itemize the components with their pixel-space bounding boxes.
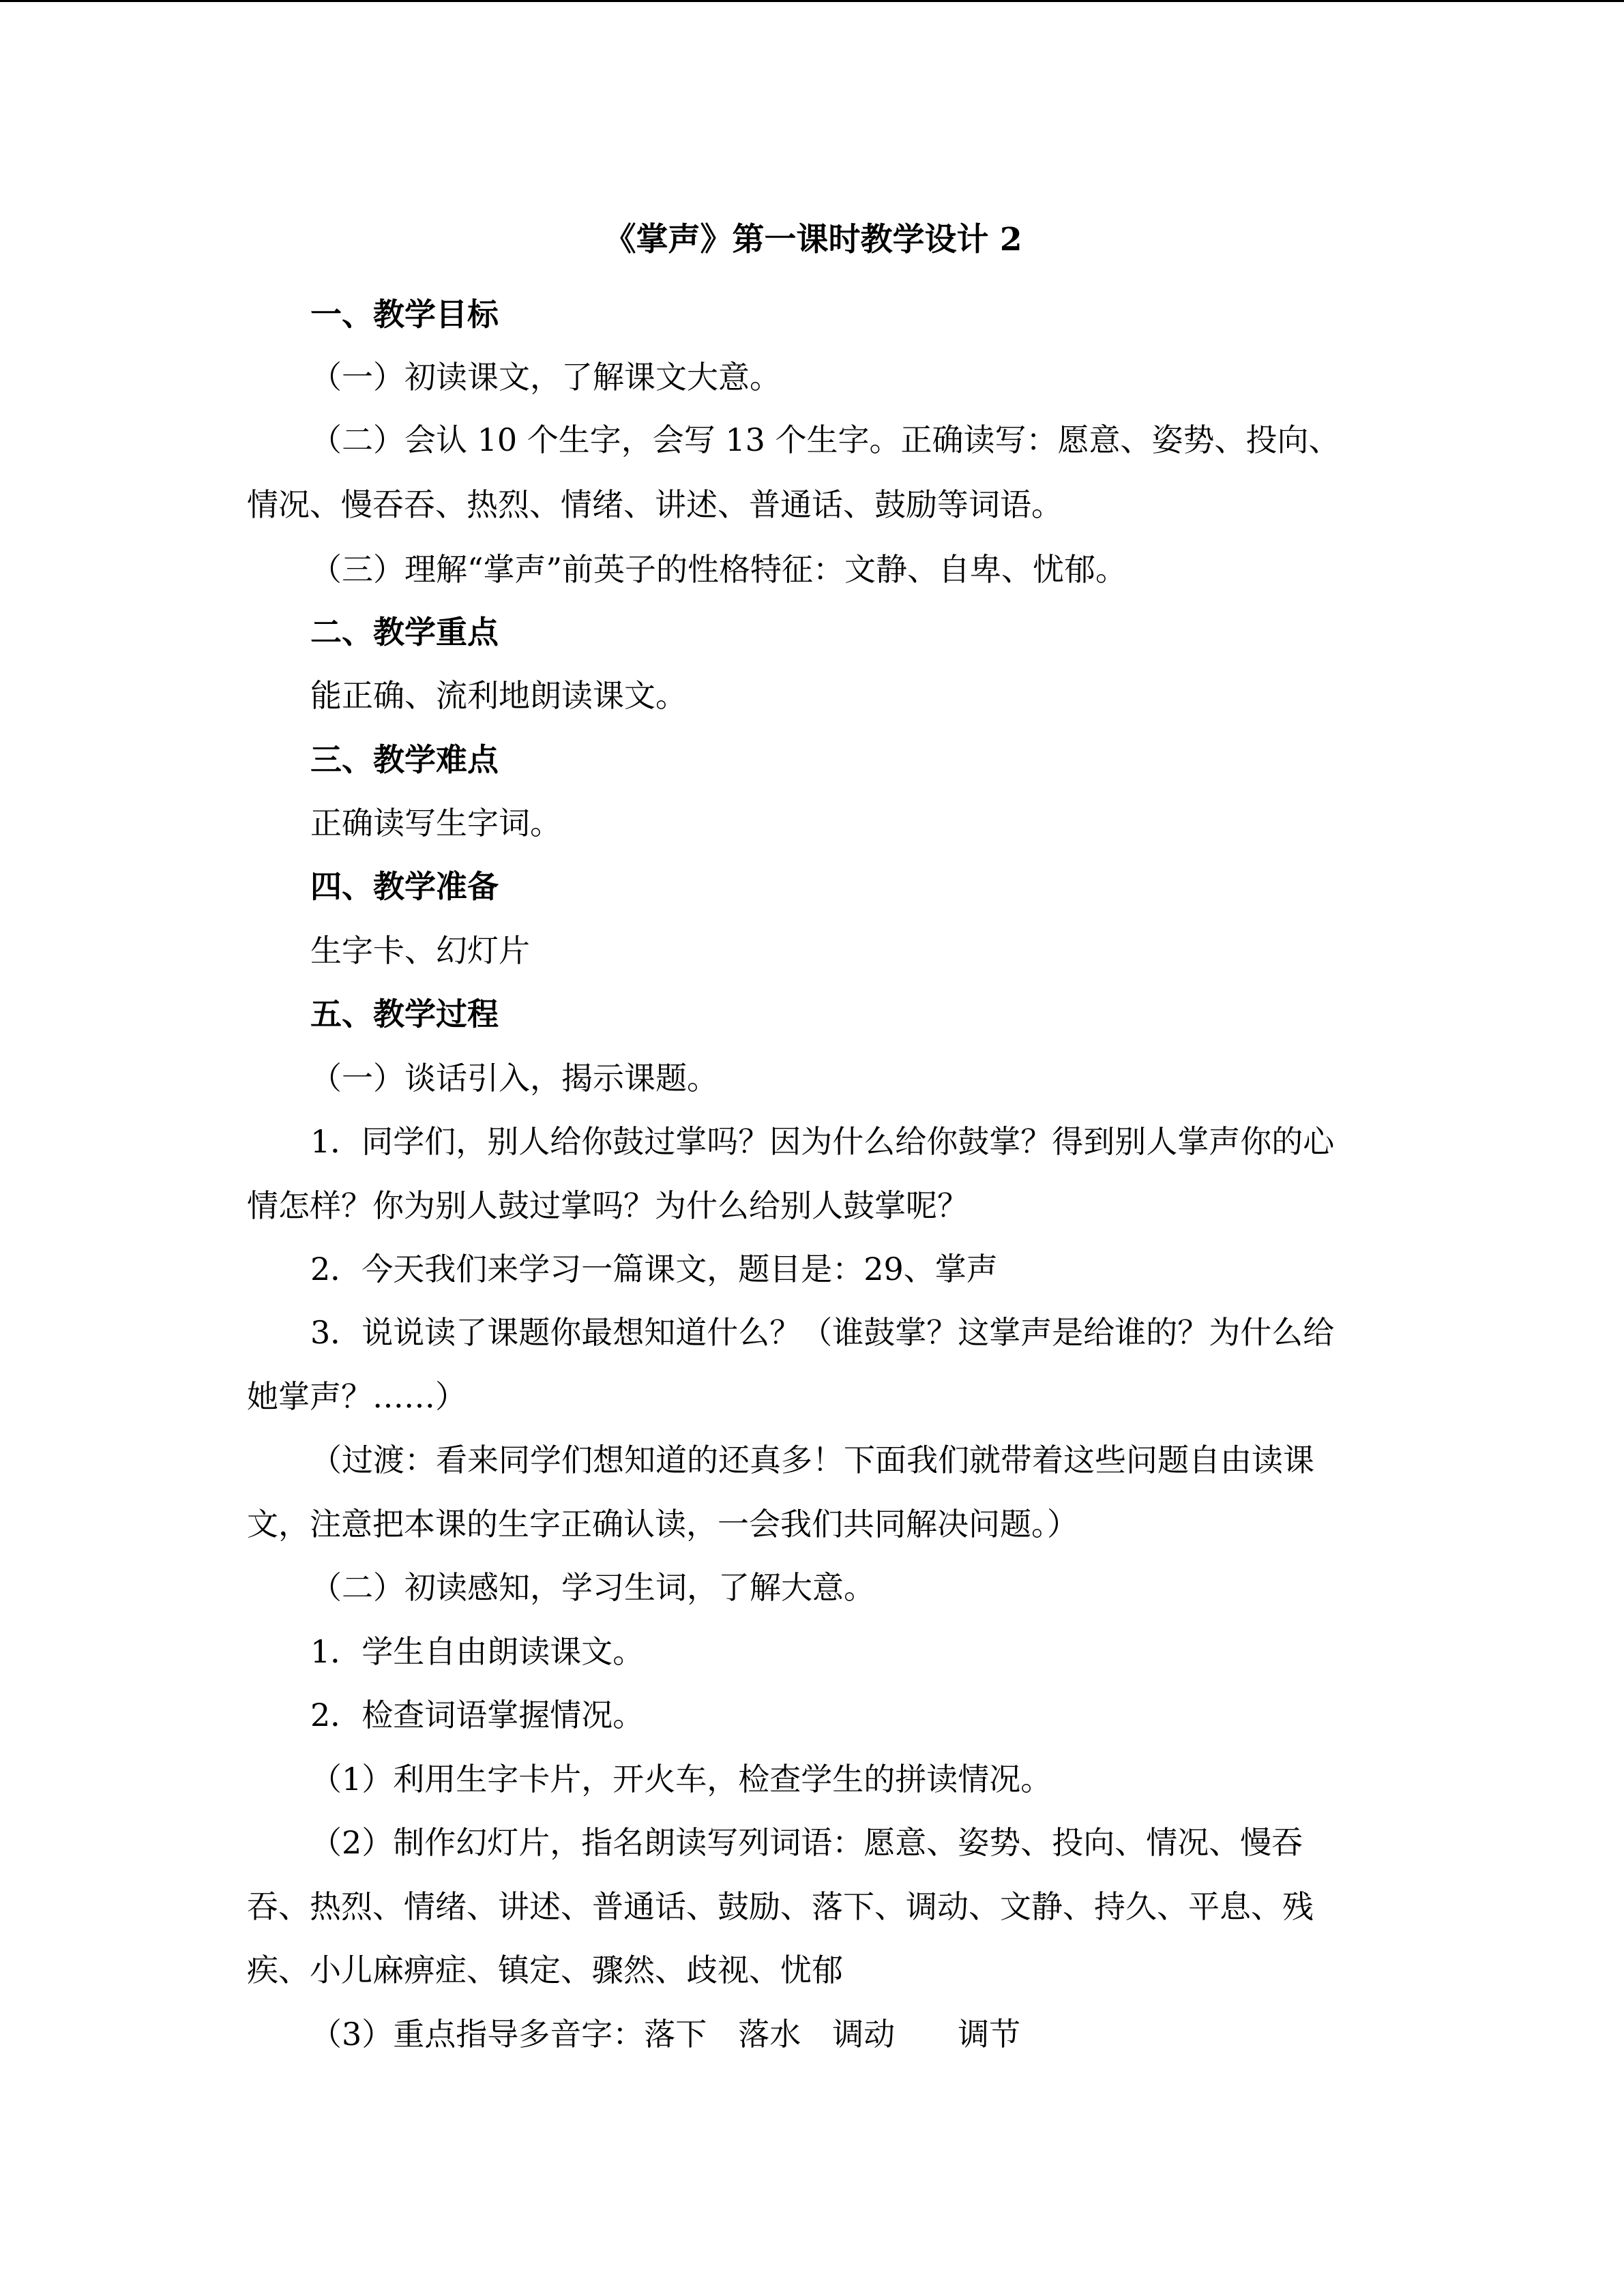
process-step-2-item-1: 1．学生自由朗读课文。 <box>310 1633 645 1670</box>
objective-1: （一）初读课文，了解课文大意。 <box>310 359 781 396</box>
section-heading-objectives: 一、教学目标 <box>310 296 499 333</box>
section-heading-difficulties: 三、教学难点 <box>310 741 499 778</box>
section-heading-process: 五、教学过程 <box>310 996 499 1032</box>
objective-3: （三）理解“掌声”前英子的性格特征：文静、自卑、忧郁。 <box>310 551 1127 588</box>
process-item-1-cont: 情怎样？你为别人鼓过掌吗？为什么给别人鼓掌呢？ <box>247 1187 969 1224</box>
sub-item-3: （3）重点指导多音字：落下 落水 调动 调节 <box>310 2016 1021 2053</box>
transition-text: （过渡：看来同学们想知道的还真多！下面我们就带着这些问题自由读课 <box>310 1442 1314 1478</box>
process-step-2-item-2: 2．检查词语掌握情况。 <box>310 1697 645 1733</box>
difficulties-text: 正确读写生字词。 <box>310 805 561 841</box>
sub-item-2-cont-1: 吞、热烈、情绪、讲述、普通话、鼓励、落下、调动、文静、持久、平息、残 <box>247 1888 1314 1925</box>
process-step-1: （一）谈话引入，揭示课题。 <box>310 1060 718 1097</box>
process-item-2: 2．今天我们来学习一篇课文，题目是：29、掌声 <box>310 1251 998 1287</box>
sub-item-1: （1）利用生字卡片，开火车，检查学生的拼读情况。 <box>310 1761 1052 1798</box>
section-heading-key-points: 二、教学重点 <box>310 614 499 651</box>
process-item-3-cont: 她掌声？……） <box>247 1378 467 1415</box>
key-points-text: 能正确、流利地朗读课文。 <box>310 677 687 714</box>
document-title: 《掌声》第一课时教学设计 2 <box>604 221 1022 258</box>
process-step-2: （二）初读感知，学习生词，了解大意。 <box>310 1569 875 1606</box>
transition-text-cont: 文，注意把本课的生字正确认读，一会我们共同解决问题。） <box>247 1506 1078 1542</box>
process-item-1: 1．同学们，别人给你鼓过掌吗？因为什么给你鼓掌？得到别人掌声你的心 <box>310 1123 1335 1160</box>
section-heading-preparation: 四、教学准备 <box>310 868 499 905</box>
sub-item-2-cont-2: 疾、小儿麻痹症、镇定、骤然、歧视、忧郁 <box>247 1952 843 1988</box>
objective-2-cont: 情况、慢吞吞、热烈、情绪、讲述、普通话、鼓励等词语。 <box>247 486 1063 523</box>
page-top-border <box>0 0 1624 2</box>
preparation-text: 生字卡、幻灯片 <box>310 932 530 969</box>
sub-item-2: （2）制作幻灯片，指名朗读写列词语：愿意、姿势、投向、情况、慢吞 <box>310 1824 1303 1861</box>
objective-2: （二）会认 10 个生字，会写 13 个生字。正确读写：愿意、姿势、投向、 <box>310 421 1340 458</box>
process-item-3: 3．说说读了课题你最想知道什么？（谁鼓掌？这掌声是给谁的？为什么给 <box>310 1314 1335 1351</box>
